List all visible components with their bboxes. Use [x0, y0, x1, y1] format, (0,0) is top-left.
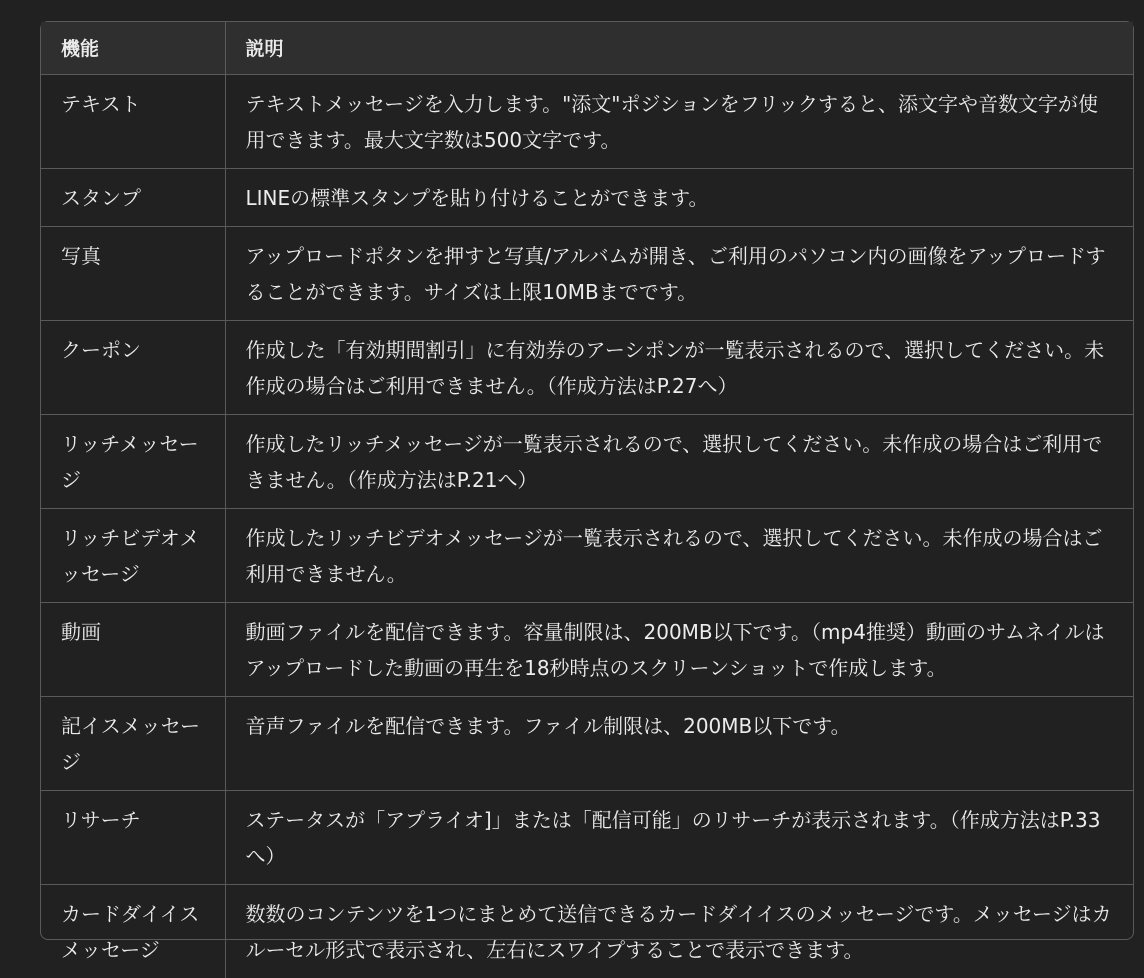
- description-cell: 数数のコンテンツを1つにまとめて送信できるカードダイイスのメッセージです。メッセージはカルーセル形式で表示され、左右にスワイプすることで表示できます。: [245, 901, 1112, 962]
- table-row: [41, 884, 1133, 978]
- feature-cell: カードダイイスメッセージ: [41, 884, 225, 978]
- description-cell: 動画ファイルを配信できます。容量制限は、200MB以下です。（mp4推奨）動画のサムネイルはアップロードした動画の再生を18秒時点のスクリーンショットで作成します。: [225, 602, 1133, 696]
- feature-cell: テキスト: [41, 74, 225, 168]
- feature-cell: リッチメッセージ: [41, 414, 225, 508]
- table-row: [41, 696, 1133, 790]
- description-cell: テキストメッセージを入力します。"添文"ポジションをフリックすると、添文字や音数文字が使用できます。最大文字数は500文字です。: [225, 74, 1133, 168]
- header-feature: 機能: [41, 22, 225, 74]
- description-cell: 作成したリッチメッセージが一覧表示されるので、選択してください。未作成の場合はご利用できません。（作成方法はP.21へ）: [225, 414, 1133, 508]
- description-cell: 作成した「有効期間割引」に有効券のアーシポンが一覧表示されるので、選択してください。未作成の場合はご利用できません。（作成方法はP.27へ）: [225, 320, 1133, 414]
- description-cell: 作成したリッチビデオメッセージが一覧表示されるので、選択してください。未作成の場合はご利用できません。: [225, 508, 1133, 602]
- feature-cell: 写真: [41, 226, 225, 320]
- feature-cell: リサーチ: [41, 790, 225, 884]
- table-body: [41, 74, 1133, 978]
- table-row: [41, 790, 1133, 884]
- feature-table: [41, 22, 1133, 978]
- description-cell: アップロードポタンを押すと写真/アルバムが開き、ご利用のパソコン内の画像をアップロードすることができます。サイズは上限10MBまでです。: [225, 226, 1133, 320]
- feature-cell: リッチビデオメッセージ: [41, 508, 225, 602]
- table-row: [41, 320, 1133, 414]
- feature-cell: クーポン: [41, 320, 225, 414]
- table-header: [41, 22, 1133, 74]
- table-row: [41, 74, 1133, 168]
- description-cell: LINEの標準スタンプを貼り付けることができます。: [225, 168, 1133, 226]
- feature-cell: 記イスメッセージ: [41, 696, 225, 790]
- table-row: [41, 602, 1133, 696]
- description-cell: ステータスが「アプライオ]」または「配信可能」のリサーチが表示されます。（作成方法はP.33へ）: [225, 790, 1133, 884]
- description-cell: 音声ファイルを配信できます。ファイル制限は、200MB以下です。: [225, 696, 1133, 790]
- table-row: [41, 508, 1133, 602]
- header-row: [41, 22, 1133, 74]
- feature-table-container: [40, 21, 1134, 962]
- header-description: 説明: [225, 22, 1133, 74]
- feature-cell: スタンプ: [41, 168, 225, 226]
- table-row: [41, 414, 1133, 508]
- feature-cell: 動画: [41, 602, 225, 696]
- table-row: [41, 226, 1133, 320]
- table-row: [41, 168, 1133, 226]
